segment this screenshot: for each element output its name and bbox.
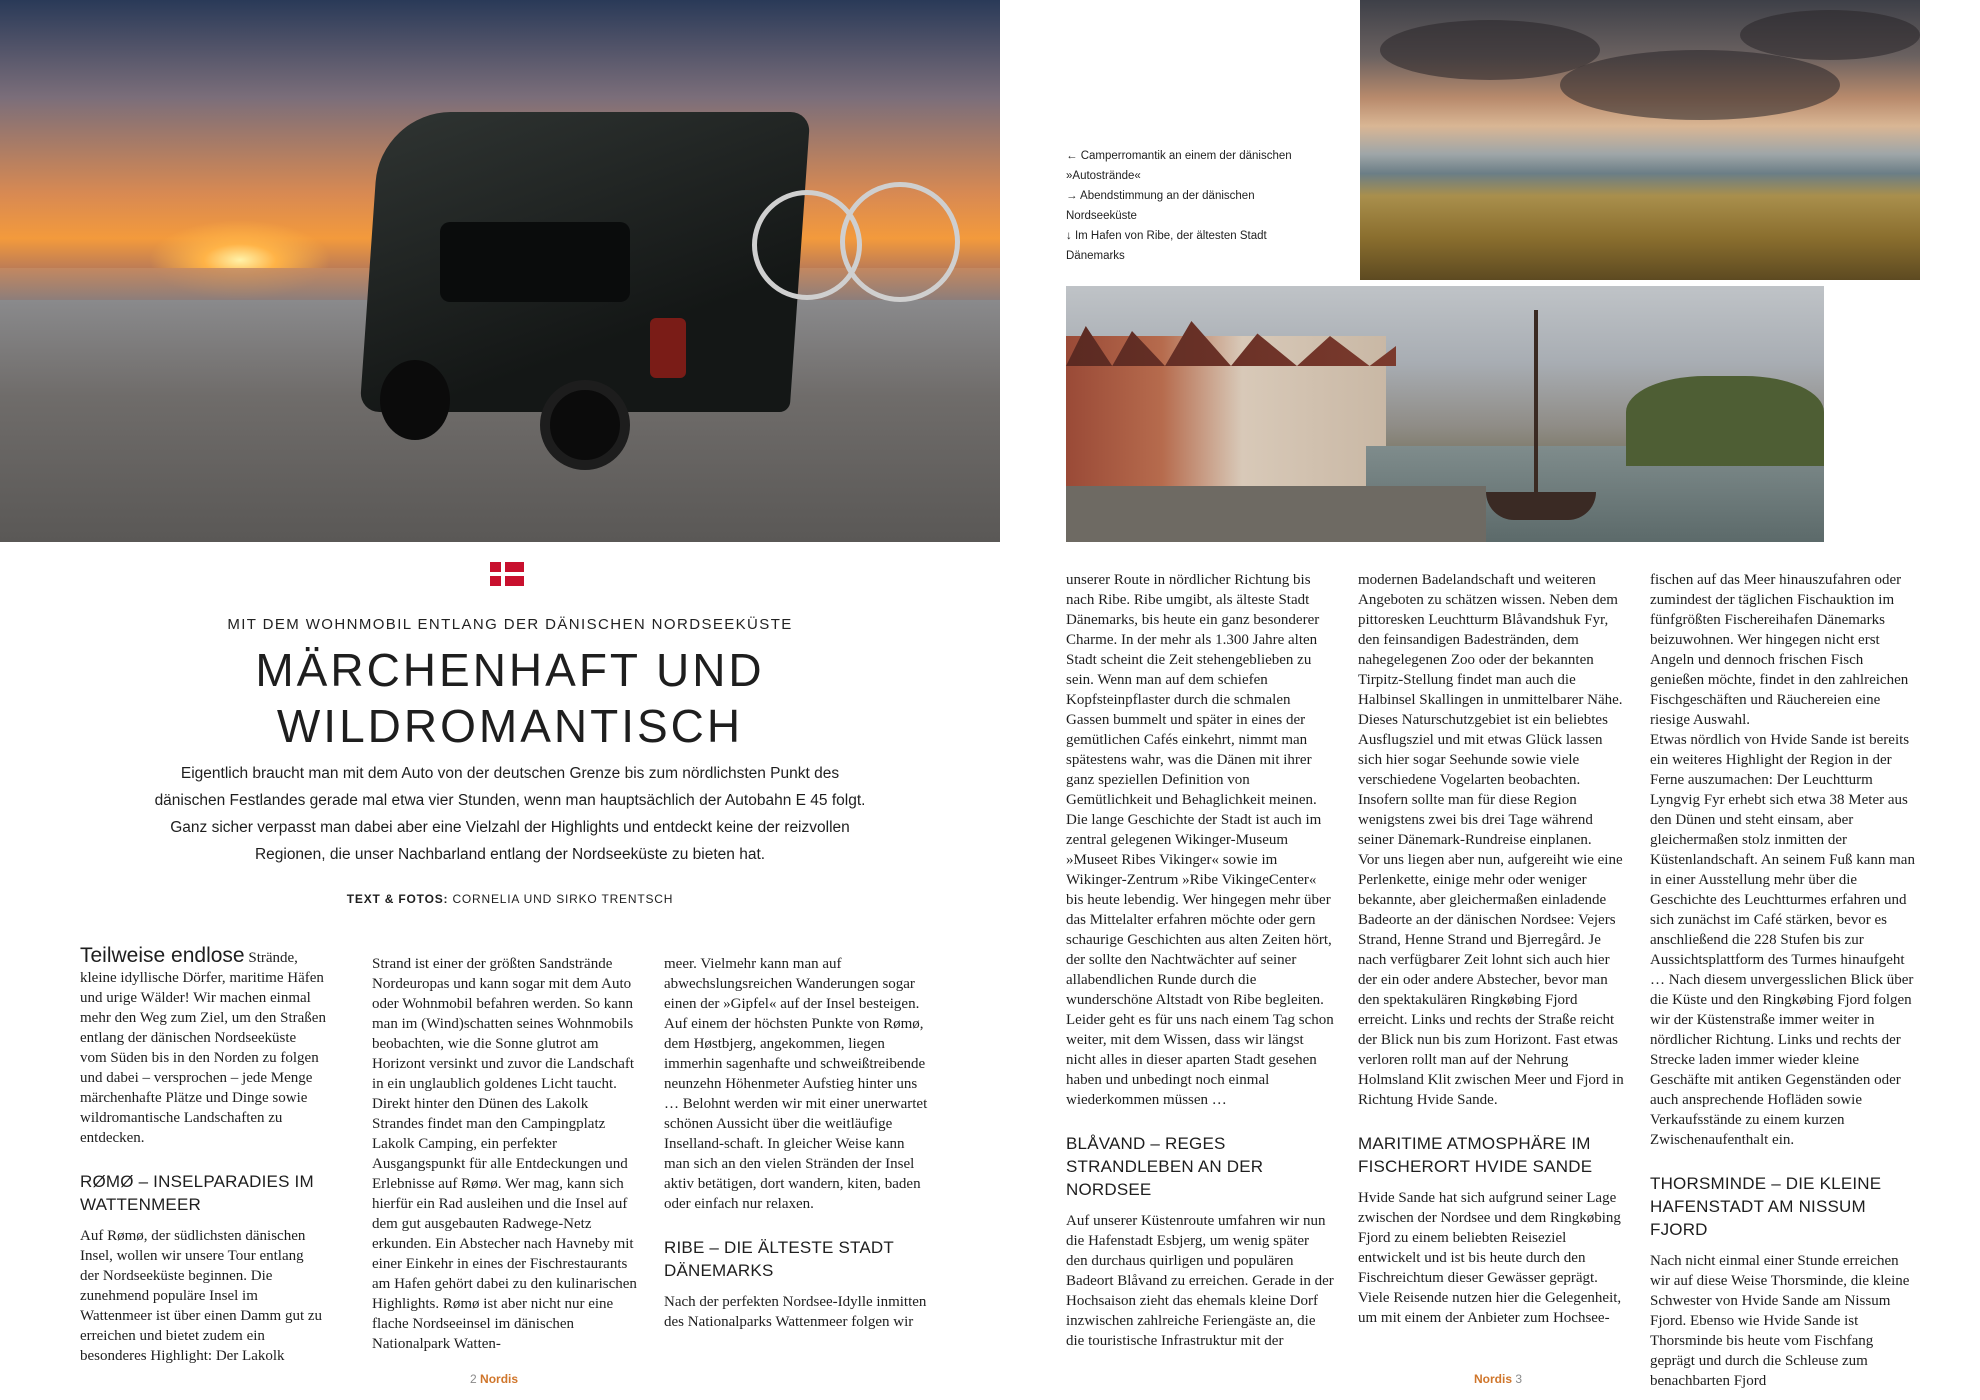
photo-trees	[1626, 376, 1824, 466]
intro-line: dänischen Festlandes gerade mal etwa vier Stunden, wenn man hauptsächlich der Autobahn E 45 folgt.	[154, 792, 866, 809]
paragraph: Nach nicht einmal einer Stunde erreichen wir auf diese Weise Thorsminde, die kleine Schwester von Hvide Sande am Nissum Fjord. Ebenso wie Hvide Sande ist Thorsminde bis heute vom Fischfang geprägt und durch die Schleuse zum benachbarten Fjord	[1650, 1253, 1910, 1389]
photo-captions	[1066, 146, 1326, 266]
paragraph: unserer Route in nördlicher Richtung bis nach Ribe. Ribe umgibt, als älteste Stadt Dänemarks, bis heute ein ganz besonderer Charme. In der mehr als 1.300 Jahre alten Stadt scheint die Zeit stehengeblieben zu sein. Wenn man auf dem schiefen Kopfsteinpflaster durch die schmalen Gassen bummelt und später in eines der gemütlichen Cafés einkehrt, nimmt man spätestens wahr, was die Dänen mit ihrer ganz speziellen Definition von Gemütlichkeit und Behaglichkeit meinen.	[1066, 572, 1320, 808]
photo-cloud	[1380, 20, 1600, 80]
intro-line: Regionen, die unser Nachbarland entlang der Nordseeküste zu bieten hat.	[254, 846, 766, 863]
photo-rear-wheel	[540, 380, 630, 470]
section-heading-ribe: RIBE – DIE ÄLTESTE STADT DÄNEMARKS	[664, 1238, 894, 1280]
paragraph: Hvide Sande hat sich aufgrund seiner Lage zwischen der Nordsee und dem Ringkøbing Fjord zu einem beliebten Reiseziel entwickelt und ist bis heute durch den Fischreichtum dieser Gewässer geprägt. Viele Reisende nutzen hier die Gelegenheit, um mit einem der Anbieter zum Hochsee-	[1358, 1190, 1622, 1326]
camper-beach-sunset-photo	[0, 0, 1000, 542]
paragraph: fischen auf das Meer hinauszufahren oder zumindest der täglichen Fischauktion im fünfgrößten Fischereihafen Dänemarks beizuwohnen. Wer hingegen nicht erst Angeln und dennoch frischen Fisch genießen möchte, findet in den zahlreichen Fischgeschäften und Räuchereien eine riesige Auswahl.	[1650, 572, 1909, 728]
section-heading-hvide-sande: MARITIME ATMOSPHÄRE IM FISCHERORT HVIDE SANDE	[1358, 1134, 1593, 1176]
ribe-harbor-photo	[1066, 286, 1824, 542]
page-number: 2	[470, 1372, 477, 1386]
body-column-5	[1358, 570, 1626, 1328]
lead-in: Teilweise endlose	[80, 944, 245, 967]
body-column-3	[664, 954, 934, 1332]
headline-line-2: WILDROMANTISCH	[276, 700, 744, 752]
photo-ship-mast	[1534, 310, 1538, 500]
photo-tail-light	[650, 318, 686, 378]
paragraph: Die lange Geschichte der Stadt ist auch im zentral gelegenen Wikinger-Museum »Museet Ribes Vikinger« sowie im Wikinger-Zentrum »Ribe VikingeCenter« bis heute lebendig. Wer hingegen mehr über das Mittelalter erfahren möchte oder gern schaurige Geschichten aus alten Zeiten hört, der sollte den Nachtwächter auf seiner allabendlichen Runde durch die wunderschöne Altstadt von Ribe begleiten. Leider geht es für uns nach einem Tag schon weiter, mit dem Wissen, dass wir längst nicht alles in dieser aparten Stadt gesehen haben und unbedingt noch einmal wiederkommen müssen …	[1066, 812, 1334, 1108]
section-heading-thorsminde: THORSMINDE – DIE KLEINE HAFENSTADT AM NISSUM FJORD	[1650, 1174, 1882, 1239]
page-number: 3	[1515, 1372, 1523, 1386]
paragraph: Nach der perfekten Nordsee-Idylle inmitten des Nationalparks Wattenmeer folgen wir	[664, 1294, 927, 1330]
section-heading-blavand: BLÅVAND – REGES STRANDLEBEN AN DER NORDSEE	[1066, 1134, 1264, 1199]
paragraph: meer. Vielmehr kann man auf abwechslungsreichen Wanderungen sogar einen der »Gipfel« auf der Insel besteigen. Auf einem der höchsten Punkte von Rømø, dem Høstbjerg, angekommen, liegen immerhin sagenhafte und schweißtreibende neunzehn Höhenmeter Aufstieg hinter uns … Belohnt werden wir mit einer unerwartet schönen Aussicht über die weitläufige Inselland-schaft. In gleicher Weise kann man sich an den vielen Stränden der Insel aktiv betätigen, dort wandern, kiten, baden oder einfach nur relaxen.	[664, 956, 928, 1212]
paragraph: Vor uns liegen aber nun, aufgereiht wie eine Perlenkette, einige mehr oder weniger bekannte, aber gleichermaßen einladende Badeorte an der dänischen Nordsee: Vejers Strand, Henne Strand und Bjerregård. Je nach verfügbarer Zeit lohnt sich auch hier der ein oder andere Abstecher, bevor man den spektakulären Ringkøbing Fjord erreicht. Links und rechts der Straße reicht der Blick nun bis zum Horizont. Fast etwas verloren rollt man auf der Nehrung Holmsland Klit zwischen Meer und Fjord in Richtung Hvide Sande.	[1358, 852, 1624, 1108]
folio-right	[1474, 1372, 1522, 1386]
intro-line: Eigentlich braucht man mit dem Auto von der deutschen Grenze bis zum nördlichsten Punkt des	[180, 765, 840, 782]
caption-evening: → Abendstimmung an der dänischen Nordseeküste	[1066, 190, 1255, 222]
article-headline	[110, 642, 910, 754]
photo-quay	[1066, 486, 1486, 542]
magazine-name: Nordis	[480, 1372, 519, 1386]
section-heading-romo: RØMØ – INSELPARADIES IM WATTENMEER	[80, 1172, 314, 1214]
paragraph: modernen Badelandschaft und weiteren Angeboten zu schätzen wissen. Neben dem pittoresken Leuchtturm Blåvandshuk Fyr, den feinsandigen Badestränden, dem nahegelegenen Zoo oder der bekannten Tirpitz-Stellung findet man auch die Halbinsel Skallingen in unmittelbarer Nähe. Dieses Naturschutzgebiet ist ein beliebtes Ausflugsziel und mit etwas Glück lassen sich hier sogar Seehunde sowie viele verschiedene Vogelarten beobachten. Insofern sollte man für diese Region wenigstens zwei bis drei Tage während seiner Dänemark-Rundreise einplanen.	[1358, 572, 1623, 848]
paragraph: Strand ist einer der größten Sandstrände Nordeuropas und kann sogar mit dem Auto oder Wohnmobil befahren werden. So kann man im (Wind)schatten seines Wohnmobils beobachten, wie die Sonne glutrot am Horizont versinkt und zuvor die Landschaft in ein unglaublich goldenes Licht taucht. Direkt hinter den Dünen des Lakolk Strandes findet man den Campingplatz Lakolk Camping, ein perfekter Ausgangspunkt für alle Entdeckungen und Erlebnisse auf Rømø. Wer mag, kann sich hierfür ein Rad ausleihen und die Insel auf dem gut ausgebauten Radwege-Netz erkunden. Ein Abstecher nach Havneby mit einer Einkehr in eines der Fischrestaurants am Hafen gehört dabei zu den kulinarischen Highlights. Rømø ist aber nicht nur eine flache Nordseeinsel im dänischen Nationalpark Watten-	[372, 956, 637, 1352]
dunes-evening-photo	[1360, 0, 1920, 280]
article-credit	[120, 892, 900, 906]
caption-ribe: ↓ Im Hafen von Ribe, der ältesten Stadt Dänemarks	[1066, 230, 1267, 262]
headline-line-1: MÄRCHENHAFT UND	[255, 644, 765, 696]
body-column-4	[1066, 570, 1334, 1351]
photo-cloud	[1560, 50, 1840, 120]
magazine-name: Nordis	[1474, 1372, 1513, 1386]
body-column-6	[1650, 570, 1920, 1391]
paragraph: Auf unserer Küstenroute umfahren wir nun die Hafenstadt Esbjerg, um wenig später den durchaus quirligen und populären Badeort Blåvand zu erreichen. Gerade in der Hochsaison zieht das ehemals kleine Dorf inzwischen zahlreiche Feriengäste an, die die touristische Infrastruktur mit der	[1066, 1213, 1334, 1349]
credit-label: TEXT & FOTOS:	[346, 892, 449, 906]
paragraph: Etwas nördlich von Hvide Sande ist bereits ein weiteres Highlight der Region in der Ferne auszumachen: Der Leuchtturm Lyngvig Fyr erhebt sich etwa 38 Meter aus den Dünen und steht einsam, aber gleichermaßen stolz inmitten der Küstenlandschaft. An seinem Fuß kann man in einer Ausstellung mehr über die Geschichte des Leuchtturmes erfahren und sich zunächst im Café stärken, bevor es anschließend die 228 Stufen bis zur Aussichtsplattform des Turmes hinaufgeht … Nach diesem unvergesslichen Blick über die Küste und den Ringkøbing Fjord folgen wir der Küstenstraße immer weiter in nördlicher Richtung. Links und rechts der Strecke laden immer wieder kleine Geschäfte mit antiken Gegenständen oder auch ansprechende Hofläden sowie Verkaufsstände zu einem kurzen Zwischenaufenthalt ein.	[1650, 732, 1915, 1148]
danish-flag-icon	[490, 562, 524, 586]
credit-names: CORNELIA UND SIRKO TRENTSCH	[452, 892, 674, 906]
photo-van-window	[440, 222, 630, 302]
body-column-1	[80, 946, 326, 1366]
article-kicker: MIT DEM WOHNMOBIL ENTLANG DER DÄNISCHEN NORDSEEKÜSTE	[227, 616, 793, 633]
article-intro	[130, 760, 890, 868]
photo-cloud	[1740, 10, 1920, 60]
body-column-2	[372, 954, 642, 1354]
photo-front-wheel	[380, 360, 450, 440]
paragraph: Auf Rømø, der südlichsten dänischen Insel, wollen wir unsere Tour entlang der Nordseeküste beginnen. Die zunehmend populäre Insel im Wattenmeer ist über einen Damm gut zu erreichen und bietet zudem ein besonderes Highlight: Der Lakolk	[80, 1228, 323, 1364]
photo-ship-hull	[1486, 492, 1596, 520]
paragraph: Strände, kleine idyllische Dörfer, maritime Häfen und urige Wälder! Wir machen einmal mehr den Weg zum Ziel, um den Straßen entlang der dänischen Nordseeküste vom Süden bis in den Norden zu folgen und dabei – versprochen – jede Menge märchenhafte Plätze und Dinge sowie wildromantische Landschaften zu entdecken.	[80, 950, 326, 1146]
photo-bicycle-wheel	[840, 182, 960, 302]
folio-left	[470, 1372, 518, 1386]
intro-line: Ganz sicher verpasst man dabei aber eine Vielzahl der Highlights und entdeckt keine der reizvollen	[170, 819, 850, 836]
caption-camper: ← Camperromantik an einem der dänischen »Autostrände«	[1066, 150, 1292, 182]
